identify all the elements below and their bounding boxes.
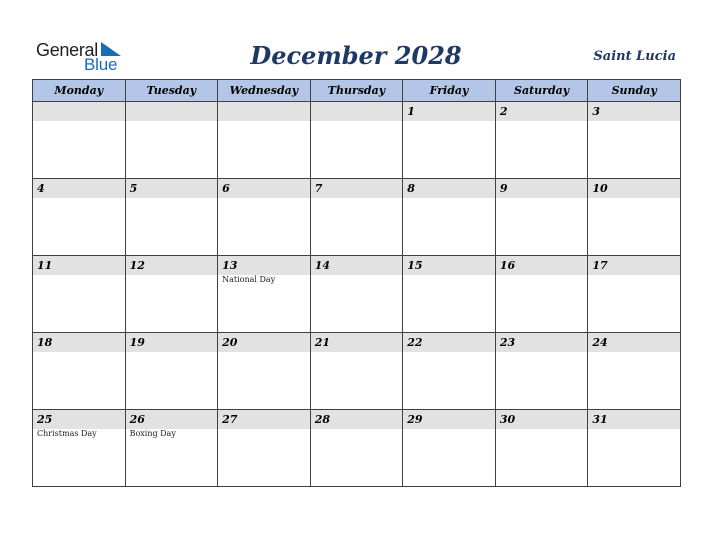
day-number-bar (33, 102, 125, 121)
day-cell (310, 410, 403, 487)
day-number-bar (126, 410, 218, 429)
day-cell (218, 410, 311, 487)
day-number-bar (33, 333, 125, 352)
day-number: 27 (222, 413, 238, 426)
day-number-bar (588, 333, 680, 352)
week-row (33, 179, 681, 256)
day-cell (495, 179, 588, 256)
day-number-bar (218, 179, 310, 198)
weekday-header-row (33, 80, 681, 102)
day-number-bar (126, 102, 218, 121)
weekday-header: Tuesday (125, 80, 218, 102)
logo-text-blue: Blue (84, 55, 118, 74)
day-number-bar (403, 333, 495, 352)
day-number-bar (403, 102, 495, 121)
day-number: 30 (499, 413, 516, 426)
day-number-bar (496, 333, 588, 352)
holiday-label: Boxing Day (129, 429, 176, 438)
day-number: 14 (314, 259, 330, 272)
day-cell (218, 102, 311, 179)
weekday-header: Friday (403, 80, 496, 102)
weekday-header: Saturday (495, 80, 588, 102)
calendar-grid (32, 79, 681, 487)
week-row (33, 333, 681, 410)
day-number-bar (588, 256, 680, 275)
day-number-bar (403, 410, 495, 429)
day-number: 7 (314, 182, 323, 195)
day-number: 15 (407, 259, 423, 272)
day-number-bar (126, 256, 218, 275)
day-number-bar (218, 102, 310, 121)
day-number: 17 (592, 259, 608, 272)
day-number: 10 (592, 182, 608, 195)
day-cell (125, 256, 218, 333)
day-cell (495, 102, 588, 179)
day-number: 9 (499, 182, 508, 195)
weekday-header: Wednesday (218, 80, 311, 102)
day-cell (33, 333, 126, 410)
day-number: 23 (499, 336, 516, 349)
day-number: 1 (407, 105, 415, 118)
day-number: 21 (314, 336, 330, 349)
day-number: 11 (37, 259, 53, 272)
day-number: 20 (222, 336, 238, 349)
day-cell (588, 102, 681, 179)
day-number: 29 (407, 413, 423, 426)
day-cell (588, 179, 681, 256)
day-number: 26 (129, 413, 145, 426)
day-cell (403, 410, 496, 487)
day-number: 31 (592, 413, 608, 426)
day-number: 13 (222, 259, 238, 272)
day-number-bar (496, 102, 588, 121)
day-number: 19 (129, 336, 145, 349)
day-cell (125, 102, 218, 179)
day-number: 16 (499, 259, 516, 272)
day-number: 25 (37, 413, 53, 426)
day-number-bar (588, 179, 680, 198)
day-cell (403, 256, 496, 333)
day-number-bar (496, 410, 588, 429)
day-cell (310, 179, 403, 256)
logo-text-general: General (36, 40, 98, 60)
day-cell (495, 333, 588, 410)
day-number: 3 (592, 105, 601, 118)
day-number: 5 (129, 182, 138, 195)
day-cell (588, 410, 681, 487)
weekday-header: Monday (33, 80, 126, 102)
day-number-bar (218, 333, 310, 352)
day-number-bar (311, 179, 403, 198)
day-cell (403, 102, 496, 179)
day-number: 22 (407, 336, 423, 349)
day-number-bar (311, 256, 403, 275)
day-number-bar (403, 179, 495, 198)
day-cell (33, 179, 126, 256)
week-row (33, 102, 681, 179)
day-cell (125, 179, 218, 256)
day-cell (33, 410, 126, 487)
day-number-bar (403, 256, 495, 275)
day-cell (310, 102, 403, 179)
week-row (33, 410, 681, 487)
calendar-title: December 2028 (250, 41, 462, 70)
day-number-bar (496, 256, 588, 275)
day-number: 18 (37, 336, 53, 349)
week-row (33, 256, 681, 333)
day-number: 28 (314, 413, 330, 426)
day-number: 8 (407, 182, 415, 195)
day-number-bar (218, 410, 310, 429)
day-number-bar (588, 410, 680, 429)
day-number: 2 (499, 105, 508, 118)
day-cell (33, 256, 126, 333)
day-cell (310, 333, 403, 410)
country-name: Saint Lucia (593, 49, 676, 64)
day-number: 6 (222, 182, 230, 195)
day-number-bar (33, 410, 125, 429)
day-cell (33, 102, 126, 179)
day-number-bar (311, 102, 403, 121)
day-number-bar (218, 256, 310, 275)
day-number-bar (311, 410, 403, 429)
holiday-label: Christmas Day (37, 429, 97, 438)
day-cell (403, 179, 496, 256)
day-cell (125, 333, 218, 410)
day-cell (310, 256, 403, 333)
day-cell (218, 179, 311, 256)
generalblue-logo (36, 38, 136, 74)
day-number-bar (496, 179, 588, 198)
day-cell (218, 256, 311, 333)
day-number-bar (311, 333, 403, 352)
logo-triangle-icon (101, 42, 121, 56)
day-number-bar (33, 256, 125, 275)
day-number-bar (588, 102, 680, 121)
day-number-bar (33, 179, 125, 198)
day-cell (125, 410, 218, 487)
day-cell (495, 256, 588, 333)
weekday-header: Thursday (310, 80, 403, 102)
day-cell (588, 256, 681, 333)
holiday-label: National Day (222, 275, 276, 284)
day-cell (588, 333, 681, 410)
day-number: 24 (592, 336, 608, 349)
day-number: 4 (37, 182, 45, 195)
weekday-header: Sunday (588, 80, 681, 102)
day-number-bar (126, 333, 218, 352)
day-cell (218, 333, 311, 410)
day-number-bar (126, 179, 218, 198)
day-cell (495, 410, 588, 487)
day-number: 12 (129, 259, 145, 272)
day-cell (403, 333, 496, 410)
